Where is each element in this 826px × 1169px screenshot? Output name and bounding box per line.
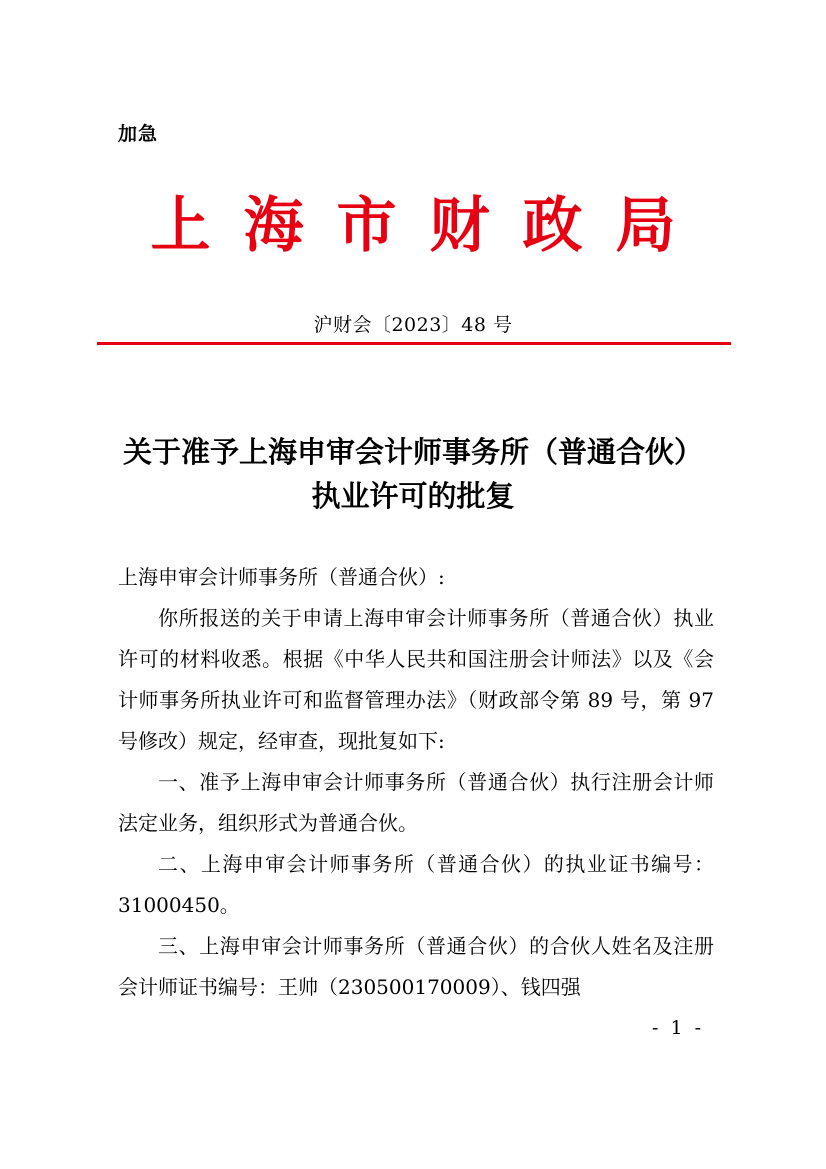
- page-number: - 1 -: [652, 1017, 705, 1039]
- document-body: [118, 557, 714, 1008]
- paragraph-intro: 你所报送的关于申请上海申审会计师事务所（普通合伙）执业许可的材料收悉。根据《中华人民共和国注册会计师法》以及《会计师事务所执业许可和监督管理办法》（财政部令第 89 号，第 97 号修改）规定，经审查，现批复如下:: [118, 606, 714, 753]
- paragraph-item-1: 一、准予上海申审会计师事务所（普通合伙）执行注册会计师法定业务，组织形式为普通合伙。: [118, 770, 714, 835]
- urgency-label: 加急: [118, 123, 159, 145]
- document-title: [100, 430, 726, 518]
- salutation: 上海申审会计师事务所（普通合伙）:: [118, 565, 445, 589]
- document-number: 沪财会〔2023〕48 号: [313, 314, 513, 336]
- title-line-1: 关于准予上海申审会计师事务所（普通合伙）: [122, 435, 703, 469]
- agency-name: 上海市财政局: [150, 191, 709, 261]
- paragraph-item-3: 三、上海申审会计师事务所（普通合伙）的合伙人姓名及注册会计师证书编号：王帅（230500170009）、钱四强: [118, 934, 714, 999]
- paragraph-item-2: 二、上海申审会计师事务所（普通合伙）的执业证书编号：31000450。: [118, 852, 714, 917]
- red-divider-line: [97, 342, 731, 345]
- title-line-2: 执业许可的批复: [311, 479, 515, 513]
